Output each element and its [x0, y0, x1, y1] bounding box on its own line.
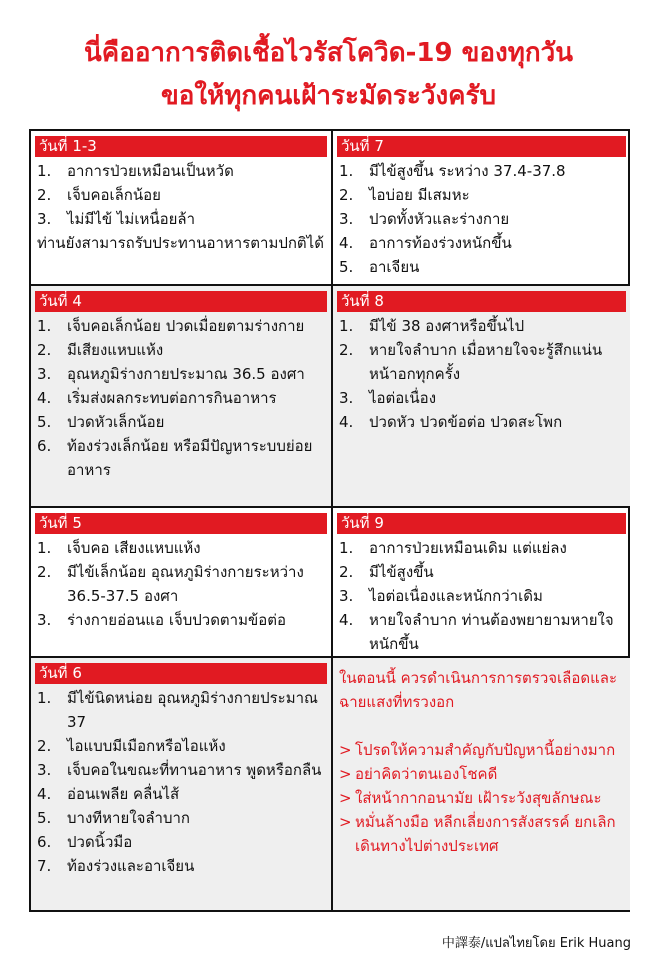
cell-day-7 — [333, 131, 630, 284]
list-item: 2. หายใจลำบาก เมื่อหายใจจะรู้สึกแน่นหน้าอกทุกครั้ง — [339, 341, 603, 383]
advice-item: > ใส่หน้ากากอนามัย เฝ้าระวังสุขลักษณะ — [339, 789, 602, 807]
list-item: 2. มีไข้สูงขึ้น — [339, 563, 434, 581]
list-item: 3. อุณหภูมิร่างกายประมาณ 36.5 องศา — [37, 365, 305, 383]
list-item: 2. ไอแบบมีเมือกหรือไอแห้ง — [37, 737, 226, 755]
symptom-table — [29, 129, 630, 912]
day-header: วันที่ 5 — [35, 513, 327, 534]
symptom-list — [37, 159, 325, 231]
day-header: วันที่ 6 — [35, 663, 327, 684]
day-note: ท่านยังสามารถรับประทานอาหารตามปกติได้ — [37, 234, 324, 252]
list-item: 1. เจ็บคอเล็กน้อย ปวดเมื่อยตามร่างกาย — [37, 317, 305, 335]
list-item: 3. ไม่มีไข้ ไม่เหนื่อยล้า — [37, 210, 195, 228]
symptom-list — [339, 314, 624, 434]
list-item: 2. มีเสียงแหบแห้ง — [37, 341, 164, 359]
list-item: 3. ไอต่อเนื่อง — [339, 389, 437, 407]
day-header: วันที่ 8 — [337, 291, 626, 312]
symptom-list — [37, 314, 325, 482]
cell-day-5 — [31, 508, 331, 656]
list-item: 2. เจ็บคอเล็กน้อย — [37, 186, 161, 204]
day-header: วันที่ 1-3 — [35, 136, 327, 157]
list-item: 3. ไอต่อเนื่องและหนักกว่าเดิม — [339, 587, 543, 605]
list-item: 5. อาเจียน — [339, 258, 420, 276]
list-item: 1. อาการป่วยเหมือนเป็นหวัด — [37, 162, 234, 180]
list-item: 7. ท้องร่วงและอาเจียน — [37, 857, 195, 875]
cell-advice — [333, 658, 630, 910]
day-header: วันที่ 7 — [337, 136, 626, 157]
list-item: 2. ไอบ่อย มีเสมหะ — [339, 186, 470, 204]
list-item: 1. มีไข้สูงขึ้น ระหว่าง 37.4-37.8 — [339, 162, 566, 180]
symptom-list — [339, 159, 624, 279]
day-header: วันที่ 9 — [337, 513, 626, 534]
page-title-line-1: นี่คืออาการติดเชื้อไวรัสโควิด-19 ของทุกวัน — [84, 38, 573, 68]
page-title-line-2: ขอให้ทุกคนเฝ้าระมัดระวังครับ — [160, 81, 497, 111]
list-item: 2. มีไข้เล็กน้อย อุณหภูมิร่างกายระหว่าง 36.5-37.5 องศา — [37, 563, 304, 605]
list-item: 4. เริ่มส่งผลกระทบต่อการกินอาหาร — [37, 389, 277, 407]
list-item: 5. บางทีหายใจลำบาก — [37, 809, 191, 827]
day-header: วันที่ 4 — [35, 291, 327, 312]
advice-item: > โปรดให้ความสำคัญกับปัญหานี้อย่างมาก — [339, 741, 616, 759]
cell-day-4 — [31, 286, 331, 506]
advice-item: > หมั่นล้างมือ หลีกเลี่ยงการสังสรรค์ ยกเลิกเดินทางไปต่างประเทศ — [339, 813, 616, 855]
cell-day-1-3 — [31, 131, 331, 284]
list-item: 1. เจ็บคอ เสียงแหบแห้ง — [37, 539, 201, 557]
symptom-list — [37, 686, 325, 878]
list-item: 1. มีไข้ 38 องศาหรือขึ้นไป — [339, 317, 525, 335]
list-item: 5. ปวดหัวเล็กน้อย — [37, 413, 165, 431]
list-item: 3. ร่างกายอ่อนแอ เจ็บปวดตามข้อต่อ — [37, 611, 287, 629]
cell-day-6 — [31, 658, 331, 910]
list-item: 4. อาการท้องร่วงหนักขึ้น — [339, 234, 512, 252]
advice-block — [339, 666, 624, 858]
list-item: 1. มีไข้นิดหน่อย อุณหภูมิร่างกายประมาณ 37 — [37, 689, 318, 731]
symptom-list — [339, 536, 624, 656]
list-item: 4. อ่อนเพลีย คลื่นไส้ — [37, 785, 180, 803]
list-item: 3. เจ็บคอในขณะที่ทานอาหาร พูดหรือกลืน — [37, 761, 322, 779]
advice-intro: ในตอนนี้ ควรดำเนินการการตรวจเลือดและฉายแสงที่ทรวงอก — [339, 669, 618, 711]
list-item: 1. อาการป่วยเหมือนเดิม แต่แย่ลง — [339, 539, 567, 557]
advice-item: > อย่าคิดว่าตนเองโชคดี — [339, 765, 498, 783]
cell-day-9 — [333, 508, 630, 656]
list-item: 3. ปวดทั้งหัวและร่างกาย — [339, 210, 510, 228]
list-item: 6. ปวดนิ้วมือ — [37, 833, 133, 851]
list-item: 4. หายใจลำบาก ท่านต้องพยายามหายใจหนักขึ้น — [339, 611, 614, 653]
list-item: 6. ท้องร่วงเล็กน้อย หรือมีปัญหาระบบย่อยอาหาร — [37, 437, 313, 479]
cell-day-8 — [333, 286, 630, 506]
translator-credit: 中譯泰/แปลไทยโดย Erik Huang — [441, 936, 631, 951]
list-item: 4. ปวดหัว ปวดข้อต่อ ปวดสะโพก — [339, 413, 563, 431]
symptom-list — [37, 536, 325, 632]
